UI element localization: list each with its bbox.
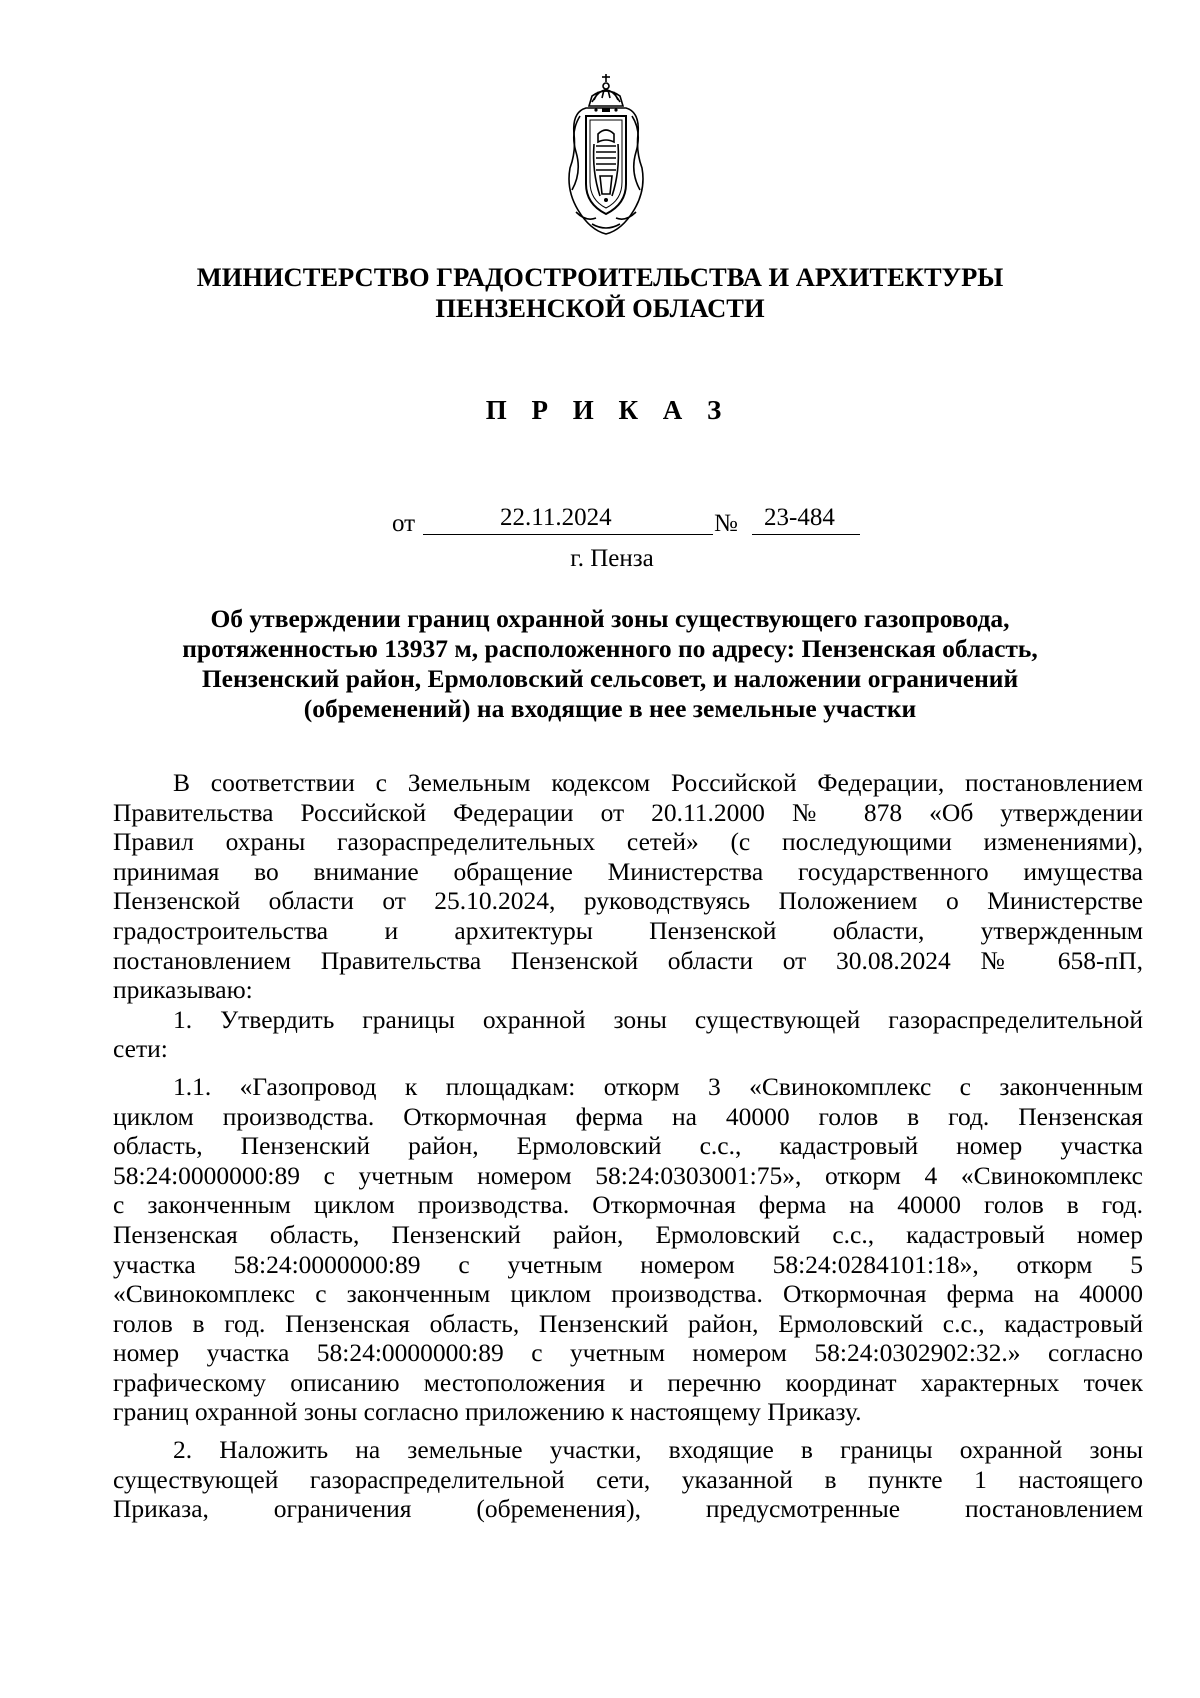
ministry-name-line2: ПЕНЗЕНСКОЙ ОБЛАСТИ [435,293,765,323]
body-line: границ охранной зоны согласно приложению к настоящему Приказу. [113,1397,862,1427]
coat-of-arms-icon [556,72,656,240]
body-line: номер участка 58:24:0000000:89 с учетным номером 58:24:0302902:32.» согласно [113,1338,1143,1368]
body-line: голов в год. Пензенская область, Пензенский район, Ермоловский с.с., кадастровый [113,1308,1143,1338]
body-line: участка 58:24:0000000:89 с учетным номером 58:24:0284101:18», откорм 5 [113,1249,1143,1279]
subject-line: (обременений) на входящие в нее земельные участки [303,694,917,723]
ministry-name [0,262,1200,324]
document-type-title: П Р И К А З [485,395,731,425]
body-line: 58:24:0000000:89 с учетным номером 58:24:0303001:75», откорм 4 «Свинокомплекс [113,1160,1143,1190]
body-line: 1. Утвердить границы охранной зоны существующей газораспределительной [173,1004,1143,1034]
date-prefix: от [392,510,416,537]
document-body [113,760,1143,1524]
body-line: «Свинокомплекс с законченным циклом производства. Откормочная ферма на 40000 [113,1279,1143,1309]
subject-line: протяженностью 13937 м, расположенного по адресу: Пензенская область, [182,634,1038,663]
body-line: графическому описанию местоположения и перечню координат характерных точек [113,1367,1143,1397]
document-date: 22.11.2024 [500,504,612,531]
body-line: Правительства Российской Федерации от 20.11.2000 № 878 «Об утверждении [113,797,1143,827]
body-line: Пензенская область, Пензенский район, Ермоловский с.с., кадастровый номер [113,1219,1143,1249]
subject-line: Об утверждении границ охранной зоны существующего газопровода, [210,604,1010,633]
ministry-name-line1: МИНИСТЕРСТВО ГРАДОСТРОИТЕЛЬСТВА И АРХИТЕКТУРЫ [196,262,1004,292]
body-line: существующей газораспределительной сети, указанной в пункте 1 настоящего [113,1464,1143,1494]
body-line: с законченным циклом производства. Откормочная ферма на 40000 голов в год. [113,1190,1143,1220]
body-line: В соответствии с Земельным кодексом Российской Федерации, постановлением [173,768,1143,797]
date-number-row [0,506,1200,540]
body-line: принимая во внимание обращение Министерства государственного имущества [113,856,1143,886]
document-subject [140,604,1080,724]
city-name: г. Пенза [570,545,654,572]
body-line: постановлением Правительства Пензенской области от 30.08.2024 № 658-пП, [113,945,1143,975]
subject-line: Пензенский район, Ермоловский сельсовет, и наложении ограничений [201,664,1019,693]
number-prefix: № [714,510,738,537]
body-line: приказываю: [113,975,253,1005]
body-line: сети: [113,1034,168,1064]
body-line: 1.1. «Газопровод к площадкам: откорм 3 «Свинокомплекс с законченным [173,1071,1143,1101]
body-line: Приказа, ограничения (обременения), предусмотренные постановлением [113,1494,1143,1524]
document-number: 23-484 [764,504,835,531]
date-underline [423,534,713,535]
body-line: область, Пензенский район, Ермоловский с.с., кадастровый номер участка [113,1131,1143,1161]
body-line: Пензенской области от 25.10.2024, руководствуясь Положением о Министерстве [113,886,1143,916]
body-line: Правил охраны газораспределительных сетей» (с последующими изменениями), [113,827,1143,857]
body-line: градостроительства и архитектуры Пензенской области, утвержденным [113,915,1143,945]
body-line: 2. Наложить на земельные участки, входящие в границы охранной зоны [173,1435,1143,1465]
number-underline [752,534,860,535]
body-line: циклом производства. Откормочная ферма на 40000 голов в год. Пензенская [113,1101,1143,1131]
